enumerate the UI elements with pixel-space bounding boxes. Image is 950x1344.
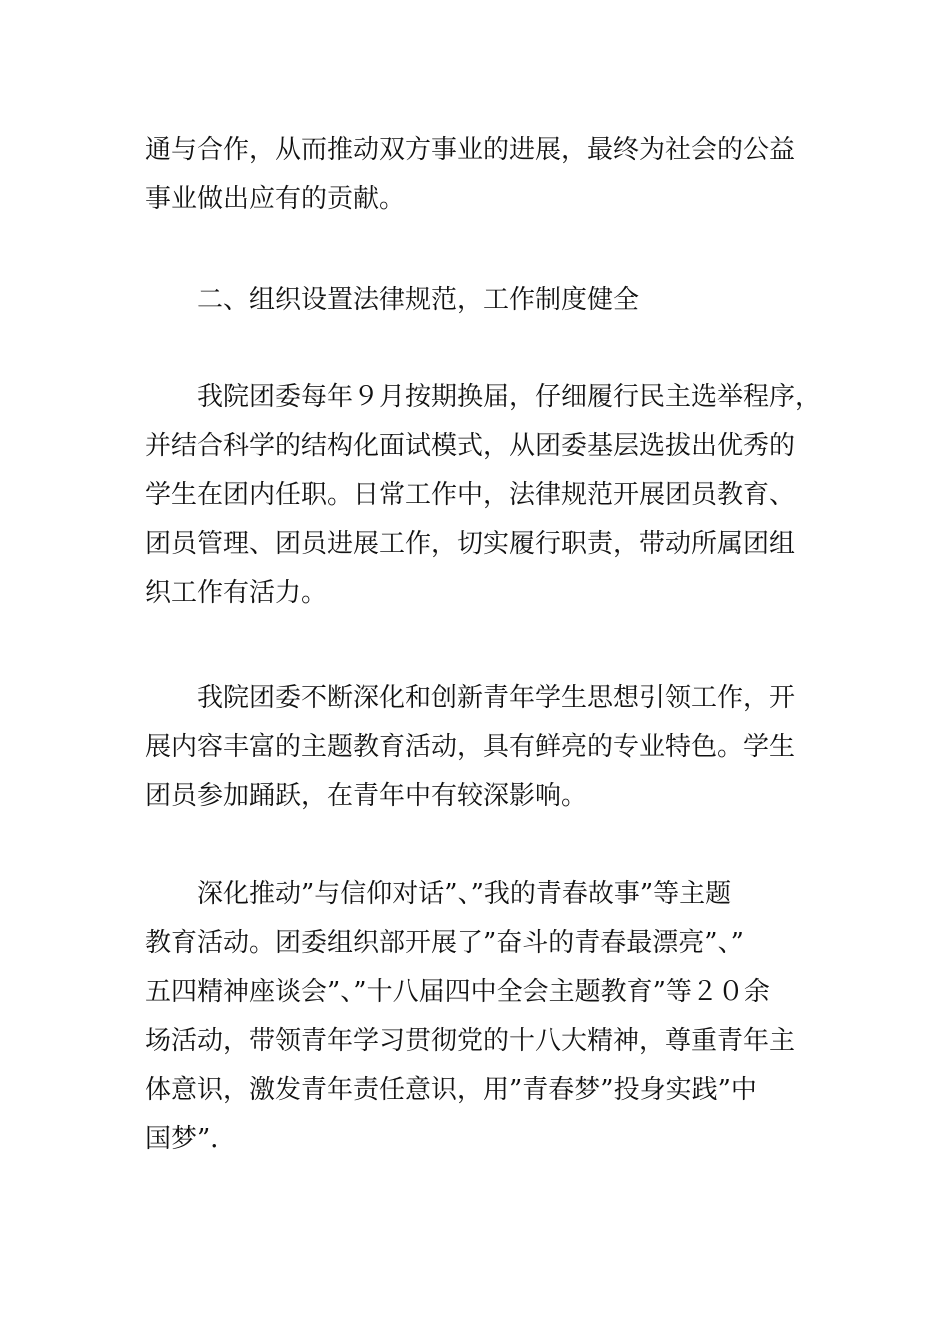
paragraph-election	[145, 373, 822, 618]
text-line: 场活动，带领青年学习贯彻党的十八大精神，尊重青年主	[145, 1026, 796, 1056]
text-line: 并结合科学的结构化面试模式，从团委基层选拔出优秀的	[145, 431, 796, 461]
text-line: 国梦”．	[145, 1124, 237, 1154]
text-line: 五四精神座谈会”、”十八届四中全会主题教育”等２０余	[145, 977, 770, 1007]
text-line: 通与合作，从而推动双方事业的进展，最终为社会的公益	[145, 135, 796, 165]
paragraph-activities	[145, 870, 807, 1164]
text-line: 事业做出应有的贡献。	[145, 184, 406, 214]
heading-line: 二、组织设置法律规范，工作制度健全	[145, 285, 640, 315]
paragraph-ideology	[145, 674, 807, 821]
text-line: 我院团委每年９月按期换届，仔细履行民主选举程序，	[145, 382, 822, 412]
section-heading	[145, 276, 807, 325]
text-line: 展内容丰富的主题教育活动，具有鲜亮的专业特色。学生	[145, 732, 796, 762]
text-line: 织工作有活力。	[145, 578, 328, 608]
paragraph-continuation	[145, 126, 807, 224]
text-line: 教育活动。团委组织部开展了”奋斗的青春最漂亮”、”	[145, 928, 744, 958]
text-line: 团员管理、团员进展工作，切实履行职责，带动所属团组	[145, 529, 796, 559]
text-line: 我院团委不断深化和创新青年学生思想引领工作，开	[145, 683, 796, 713]
text-line: 体意识，激发青年责任意识，用”青春梦”投身实践”中	[145, 1075, 757, 1105]
text-line: 学生在团内任职。日常工作中，法律规范开展团员教育、	[145, 480, 796, 510]
text-line: 团员参加踊跃，在青年中有较深影响。	[145, 781, 588, 811]
text-line: 深化推动”与信仰对话”、”我的青春故事”等主题	[145, 879, 732, 909]
